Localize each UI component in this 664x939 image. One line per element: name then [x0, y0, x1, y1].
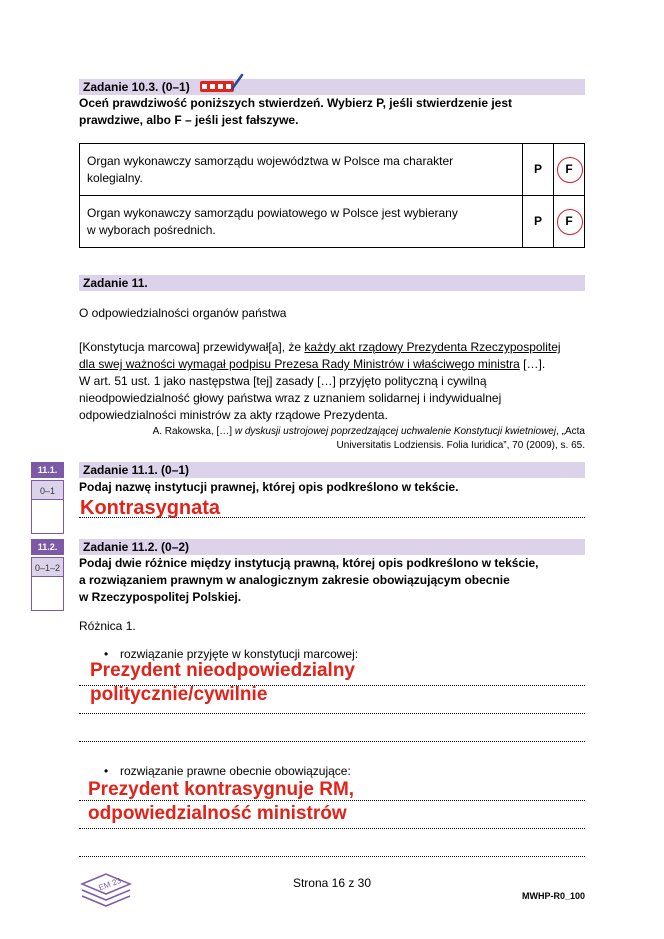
option-p[interactable]: [523, 144, 554, 196]
task-11-1-instruction: Podaj nazwę instytucji prawnej, której opis podkreślono w tekście.: [79, 480, 459, 494]
instruction-line: a rozwiązaniem prawnym w analogicznym zakresie obowiązującym obecnie: [79, 573, 510, 587]
score-box[interactable]: [31, 577, 64, 611]
underlined-text: dla swej ważności wymagał podpisu Prezesa Rady Ministrów i właściwego ministra: [79, 357, 520, 371]
task-10-3-instruction: [79, 95, 585, 129]
bullet-item: • rozwiązanie przyjęte w konstytucji marcowej:: [120, 646, 358, 663]
difference-label: Różnica 1.: [79, 619, 136, 633]
citation-text: A. Rakowska, […]: [152, 426, 235, 437]
page-number: Strona 16 z 30: [292, 876, 372, 890]
citation-text: , „Acta: [556, 426, 585, 437]
task-11-2-title: Zadanie 11.2. (0–2): [83, 540, 190, 554]
quote-text: […].: [519, 357, 546, 371]
option-f[interactable]: [554, 144, 585, 196]
quote-line: nieodpowiedzialność głowy państwa wraz z uznaniem solidarnej i indywidualnej: [79, 391, 502, 405]
answer-line[interactable]: [79, 827, 585, 829]
handwritten-answer: Prezydent nieodpowiedzialny: [90, 660, 355, 681]
citation-line: Universitatis Lodziensis. Folia Iuridica”, 70 (2009), s. 65.: [336, 440, 585, 451]
task-number-11-2: 11.2.: [31, 539, 64, 555]
task-11-1-title: Zadanie 11.1. (0–1): [83, 463, 190, 477]
selected-answer-circle: [557, 157, 583, 183]
table-row: [80, 144, 585, 196]
handwritten-answer: politycznie/cywilnie: [90, 684, 268, 705]
quote-line: [79, 339, 585, 356]
source-citation: [153, 425, 585, 453]
task-number-11-1: 11.1.: [31, 462, 64, 478]
instruction-line: w Rzeczypospolitej Polskiej.: [79, 590, 242, 604]
option-p-label: P: [533, 162, 542, 176]
score-box[interactable]: [31, 500, 64, 534]
task-11-2-instruction: [79, 555, 585, 606]
handwritten-answer: Prezydent kontrasygnuje RM,: [88, 779, 355, 800]
statement-cell: [80, 144, 523, 196]
selected-answer-circle: [557, 209, 583, 235]
option-f-label: F: [565, 162, 573, 176]
logo-text: EM 23: [97, 876, 123, 893]
table-row: [80, 196, 585, 248]
quote-line: [79, 356, 585, 373]
statement-text: kolegialny.: [87, 170, 143, 185]
points-11-2: 0–1–2: [31, 557, 64, 577]
option-p[interactable]: [523, 196, 554, 248]
statement-text: w wyborach pośrednich.: [87, 222, 216, 237]
skill-badge-icon: [200, 81, 234, 92]
handwritten-answer: Kontrasygnata: [80, 497, 221, 519]
option-f[interactable]: [554, 196, 585, 248]
answer-line[interactable]: [79, 684, 585, 686]
instruction-line: Podaj dwie różnice między instytucją prawną, której opis podkreślono w tekście,: [79, 556, 539, 570]
answer-line[interactable]: [79, 855, 585, 857]
answer-line[interactable]: [79, 712, 585, 714]
statement-cell: [80, 196, 523, 248]
points-11-1: 0–1: [31, 480, 64, 500]
statement-text: Organ wykonawczy samorządu województwa w Polsce ma charakter: [87, 153, 454, 168]
handwritten-answer: odpowiedzialność ministrów: [88, 803, 347, 824]
bullet-item: • rozwiązanie prawne obecnie obowiązujące:: [120, 763, 351, 780]
document-code: MWHP-R0_100: [521, 891, 585, 901]
source-quote: [79, 339, 585, 424]
option-p-label: P: [533, 214, 542, 228]
true-false-table: [79, 143, 585, 248]
citation-line: [153, 425, 585, 439]
task-11-title: Zadanie 11.: [83, 276, 148, 290]
quote-line: odpowiedzialności ministrów za akty rządowe Prezydenta.: [79, 408, 388, 422]
answer-line[interactable]: [79, 516, 585, 518]
answer-line[interactable]: [79, 740, 585, 742]
instruction-line: prawdziwe, albo F – jeśli jest fałszywe.: [79, 113, 299, 127]
quote-line: W art. 51 ust. 1 jako następstwa [tej] zasady […] przyjęto polityczną i cywilną: [79, 374, 487, 388]
statement-text: Organ wykonawczy samorządu powiatowego w Polsce jest wybierany: [87, 205, 458, 220]
task-10-3-title: Zadanie 10.3. (0–1): [83, 80, 190, 94]
citation-italic: w dyskusji ustrojowej poprzedzającej uchwalenie Konstytucji kwietniowej: [234, 426, 557, 437]
option-f-label: F: [565, 214, 573, 228]
instruction-line: Oceń prawdziwość poniższych stwierdzeń. Wybierz P, jeśli stwierdzenie jest: [79, 96, 513, 110]
answer-line[interactable]: [79, 799, 585, 801]
task-11-intro: O odpowiedzialności organów państwa: [79, 306, 287, 320]
task-11-header-band: [79, 275, 585, 291]
quote-text: [Konstytucja marcowa] przewidywał[a], że: [79, 340, 305, 354]
underlined-text: każdy akt rządowy Prezydenta Rzeczypospolitej: [304, 340, 561, 354]
pen-icon: [230, 73, 244, 91]
